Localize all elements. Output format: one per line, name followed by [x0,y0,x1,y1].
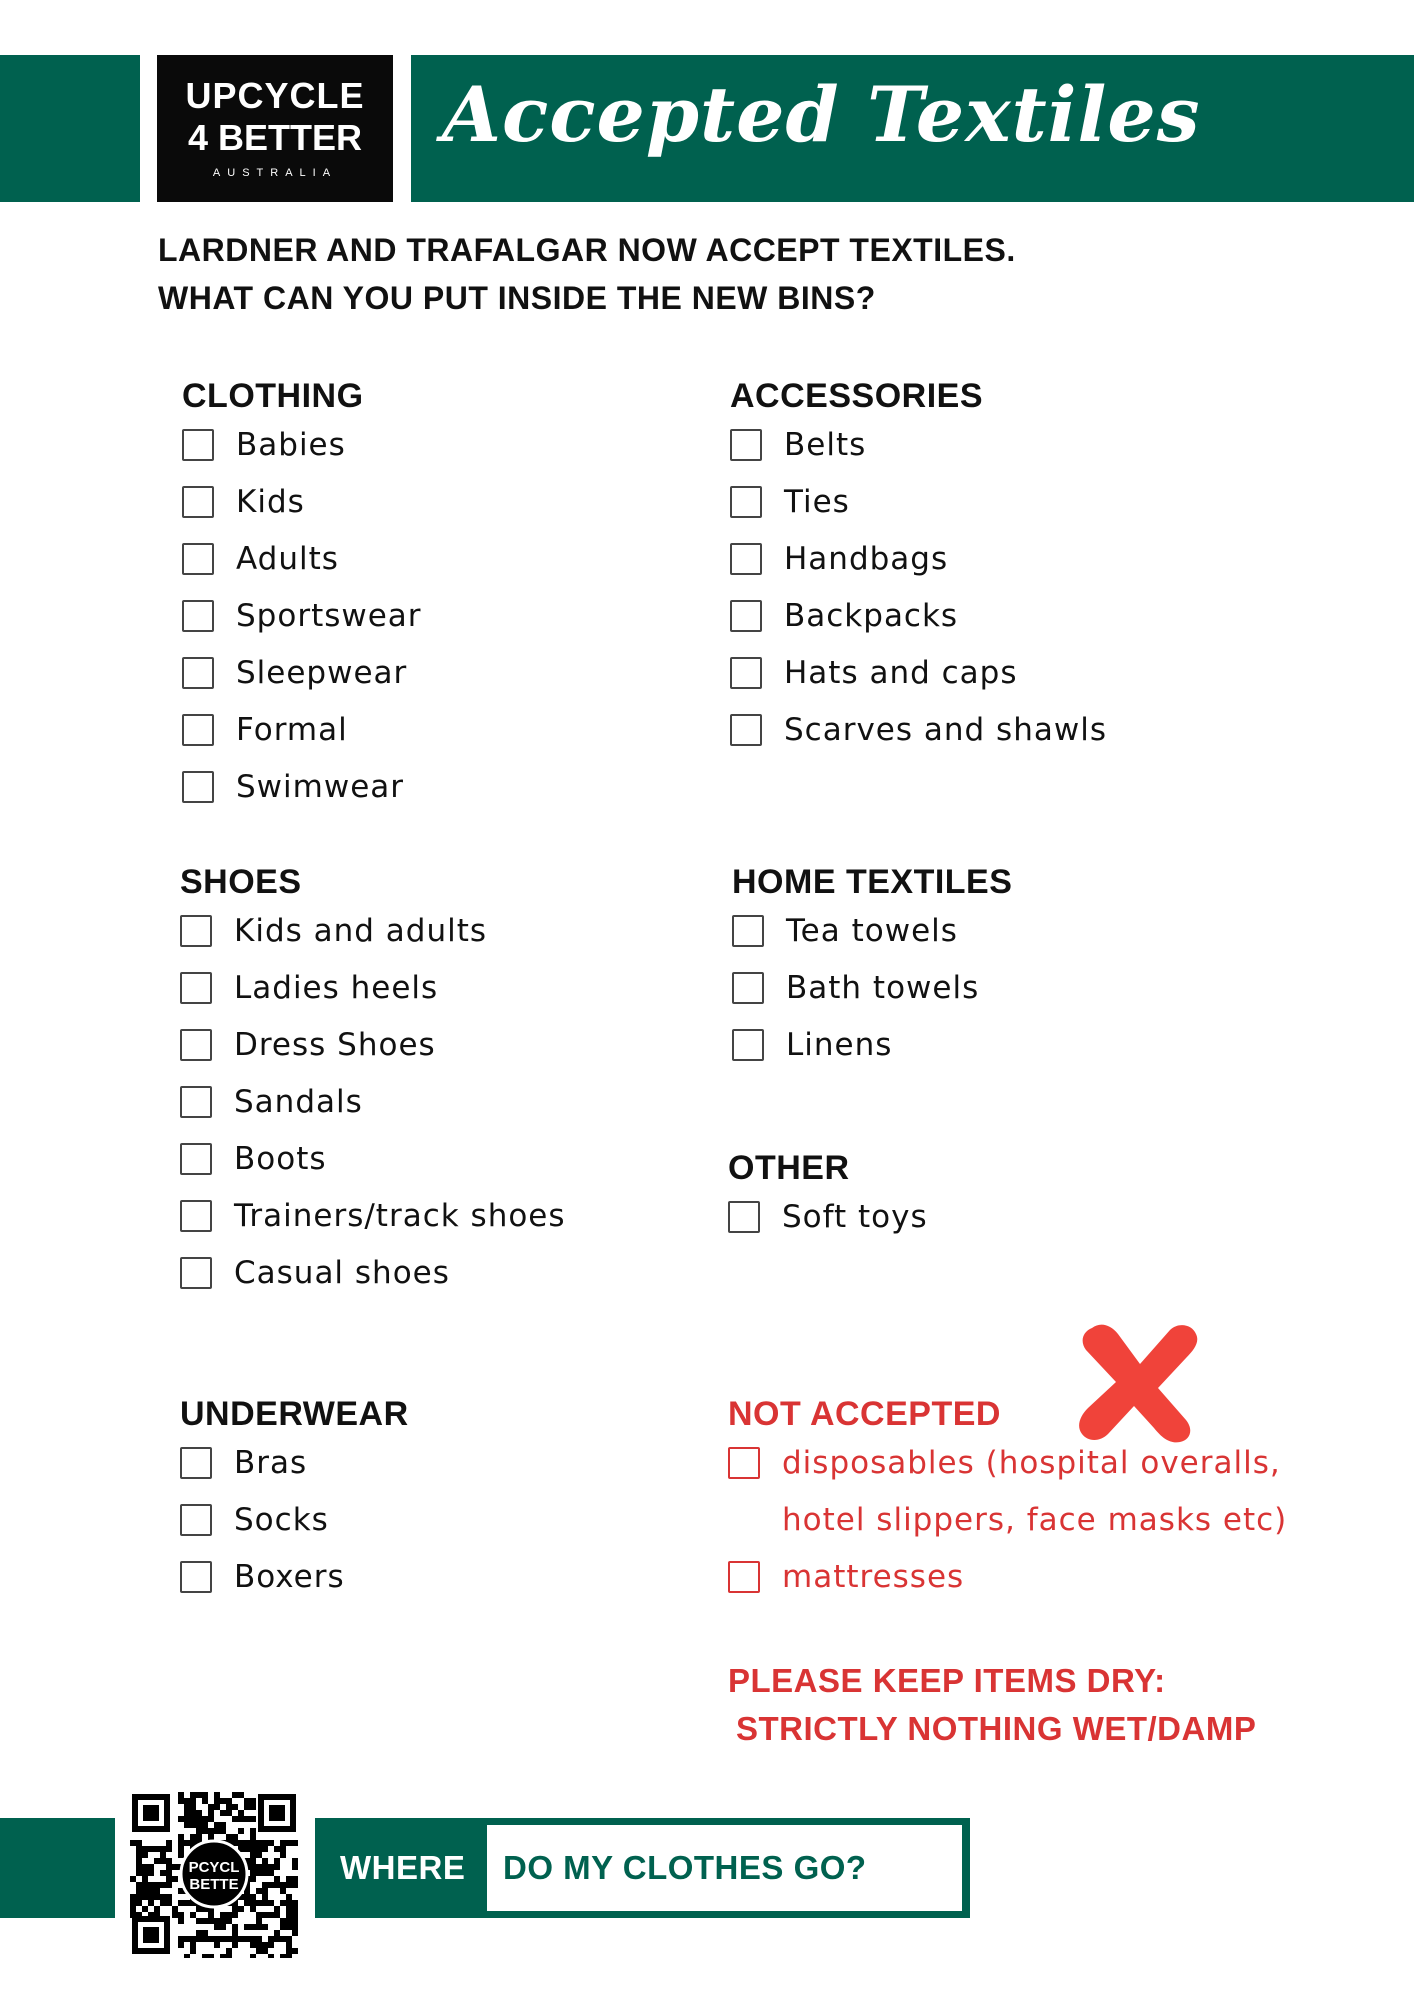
item-label: Dress Shoes [234,1026,436,1063]
item-label: Hats and caps [784,654,1018,691]
checklist-item [182,644,422,701]
home-textiles-list [732,902,1012,1073]
item-label: Soft toys [782,1198,928,1235]
item-label: Boots [234,1140,327,1177]
checklist-item [180,1016,566,1073]
checkbox[interactable] [730,600,762,632]
section-title: NOT ACCEPTED [728,1395,1001,1433]
checkbox[interactable] [730,714,762,746]
shoes-section [180,862,566,1301]
section-title: CLOTHING [182,377,364,415]
checklist-item [730,416,1107,473]
clothing-list [182,416,422,815]
checkbox[interactable] [180,1447,212,1479]
item-label: Swimwear [236,768,405,805]
accessories-section [730,376,1107,758]
checklist-item [182,530,422,587]
checkbox[interactable] [730,429,762,461]
item-label: Babies [236,426,346,463]
checklist-item [180,902,566,959]
brand-logo [157,55,393,202]
logo-line-3: AUSTRALIA [212,167,338,179]
checklist-item [732,1016,1012,1073]
checklist-item [730,473,1107,530]
checkbox[interactable] [732,915,764,947]
checkbox[interactable] [182,771,214,803]
item-label: Formal [236,711,348,748]
clothing-section [182,376,422,815]
item-label: Sleepwear [236,654,408,691]
footer-where: WHERE [340,1849,466,1886]
item-label: hotel slippers, face masks etc) [782,1501,1288,1538]
checkbox[interactable] [182,429,214,461]
notice-line-1: PLEASE KEEP ITEMS DRY: [728,1662,1166,1699]
section-title: SHOES [180,863,302,901]
section-title: ACCESSORIES [730,377,983,415]
item-label: Handbags [784,540,949,577]
item-label: Linens [786,1026,893,1063]
item-label: Ladies heels [234,969,439,1006]
other-list [728,1188,928,1245]
other-section [728,1148,928,1245]
logo-line-2: 4 BETTER [187,117,363,158]
page-title: Accepted Textiles [442,70,1201,159]
checkbox[interactable] [182,543,214,575]
qr-logo-line-1: PCYCL [188,1859,240,1876]
item-label: Kids and adults [234,912,488,949]
checkbox[interactable] [180,1200,212,1232]
item-label: Sportswear [236,597,422,634]
checklist-item [182,416,422,473]
checklist-item [730,701,1107,758]
footer-left-band [0,1818,115,1918]
checkbox[interactable] [180,1143,212,1175]
not-accepted-item-continued [728,1491,1287,1548]
checklist-item [180,1244,566,1301]
checklist-item [730,644,1107,701]
checkbox[interactable] [728,1201,760,1233]
item-label: Ties [784,483,850,520]
logo-line-1: UPCYCLE [185,75,365,116]
checkbox[interactable] [182,657,214,689]
item-label: Casual shoes [234,1254,450,1291]
checklist-item [180,1187,566,1244]
checkbox[interactable] [180,915,212,947]
section-title: OTHER [728,1149,850,1187]
qr-code[interactable] [128,1790,300,1958]
item-label: Belts [784,426,867,463]
checklist-item [182,758,422,815]
checklist-item [730,587,1107,644]
header-left-band [0,55,140,202]
item-label: Trainers/track shoes [234,1197,566,1234]
section-title: UNDERWEAR [180,1395,409,1433]
checklist-item [180,1073,566,1130]
item-label: Bras [234,1444,308,1481]
item-label: Boxers [234,1558,345,1595]
checklist-item [732,959,1012,1016]
intro-line-1: LARDNER AND TRAFALGAR NOW ACCEPT TEXTILES. [158,232,1016,268]
checkbox[interactable] [728,1561,760,1593]
intro-line-2: WHAT CAN YOU PUT INSIDE THE NEW BINS? [158,280,876,316]
checkbox[interactable] [730,657,762,689]
checkbox[interactable] [732,1029,764,1061]
checkbox[interactable] [730,543,762,575]
item-label: Socks [234,1501,329,1538]
checklist-item [180,1434,409,1491]
checkbox[interactable] [180,1086,212,1118]
checklist-item [182,587,422,644]
checklist-item [180,959,566,1016]
checkbox[interactable] [180,972,212,1004]
notice-line-2: STRICTLY NOTHING WET/DAMP [736,1710,1257,1747]
checkbox[interactable] [180,1029,212,1061]
checklist-item [182,701,422,758]
item-label: Tea towels [786,912,958,949]
item-label: Scarves and shawls [784,711,1107,748]
section-title: HOME TEXTILES [732,863,1013,901]
shoes-list [180,902,566,1301]
item-label: Backpacks [784,597,959,634]
checkbox[interactable] [182,486,214,518]
checkbox[interactable] [730,486,762,518]
checkbox[interactable] [180,1561,212,1593]
item-label: Kids [236,483,305,520]
checklist-item [180,1548,409,1605]
checkbox[interactable] [732,972,764,1004]
checklist-item [180,1130,566,1187]
qr-logo-line-2: BETTE [189,1876,239,1893]
accessories-list [730,416,1107,758]
item-label: disposables (hospital overalls, [782,1444,1281,1481]
checklist-item [732,902,1012,959]
home-textiles-section [732,862,1012,1073]
footer-link-text[interactable]: DO MY CLOTHES GO? [503,1849,867,1886]
checkbox[interactable] [182,714,214,746]
checklist-item [728,1188,928,1245]
red-x-icon [1070,1320,1205,1445]
item-label: Adults [236,540,339,577]
not-accepted-item [728,1548,1287,1605]
checkbox[interactable] [180,1257,212,1289]
item-label: Sandals [234,1083,363,1120]
underwear-section [180,1394,409,1605]
checkbox[interactable] [728,1447,760,1479]
item-label: mattresses [782,1558,965,1595]
checklist-item [182,473,422,530]
item-label: Bath towels [786,969,980,1006]
checklist-item [730,530,1107,587]
checkbox[interactable] [180,1504,212,1536]
checklist-item [180,1491,409,1548]
checkbox[interactable] [182,600,214,632]
underwear-list [180,1434,409,1605]
